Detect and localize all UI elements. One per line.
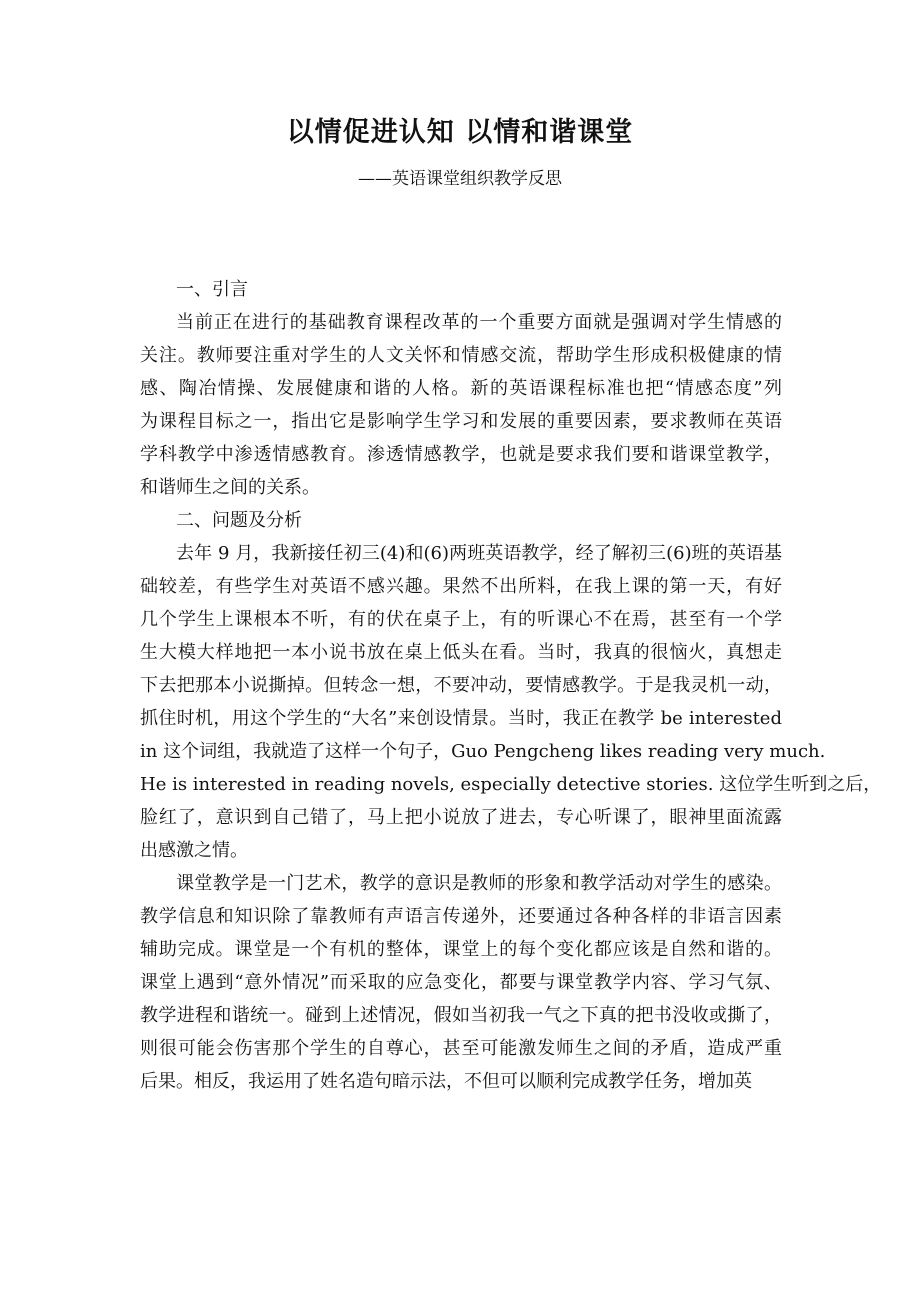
paragraph-line: 生大模大样地把一本小说书放在桌上低头在看。当时，我真的很恼火，真想走 <box>140 642 782 663</box>
paragraph-line: 去年 9 月，我新接任初三(4)和(6)两班英语教学，经了解初三(6)班的英语基 <box>176 543 782 564</box>
paragraph <box>140 867 782 1098</box>
paragraph-line: 课堂上遇到“意外情况”而采取的应急变化，都要与课堂教学内容、学习气氛、 <box>140 972 782 993</box>
paragraph-line: He is interested in reading novels, especially detective stories. 这位学生听到之后， <box>140 774 882 795</box>
paragraph-line: 抓住时机，用这个学生的“大名”来创设情景。当时，我正在教学 be interested <box>140 708 782 729</box>
paragraph-line: 后果。相反，我运用了姓名造句暗示法，不但可以顺利完成教学任务，增加英 <box>140 1071 752 1092</box>
paragraph-line: 几个学生上课根本不听，有的伏在桌子上，有的听课心不在焉，甚至有一个学 <box>140 609 782 630</box>
paragraph-line: 和谐师生之间的关系。 <box>140 477 320 498</box>
section-heading: 二、问题及分析 <box>176 510 302 531</box>
paragraph-line: 辅助完成。课堂是一个有机的整体，课堂上的每个变化都应该是自然和谐的。 <box>140 939 782 960</box>
paragraph-line: 关注。教师要注重对学生的人文关怀和情感交流，帮助学生形成积极健康的情 <box>140 345 782 366</box>
paragraph-line: 则很可能会伤害那个学生的自尊心，甚至可能激发师生之间的矛盾，造成严重 <box>140 1038 782 1059</box>
paragraph <box>140 537 882 867</box>
paragraph-line: 出感激之情。 <box>140 840 248 861</box>
paragraph-line: 感、陶冶情操、发展健康和谐的人格。新的英语课程标准也把“情感态度”列 <box>140 378 782 399</box>
paragraph <box>140 306 782 504</box>
document-body <box>140 273 882 1098</box>
paragraph-line: 课堂教学是一门艺术，教学的意识是教师的形象和教学活动对学生的感染。 <box>176 873 782 894</box>
paragraph-line: 学科教学中渗透情感教育。渗透情感教学，也就是要求我们要和谐课堂教学， <box>140 444 782 465</box>
paragraph-line: 础较差，有些学生对英语不感兴趣。果然不出所料，在我上课的第一天，有好 <box>140 576 782 597</box>
paragraph-line: 为课程目标之一，指出它是影响学生学习和发展的重要因素，要求教师在英语 <box>140 411 782 432</box>
paragraph-line: in 这个词组，我就造了这样一个句子，Guo Pengcheng likes reading very much. <box>140 741 826 762</box>
paragraph-line: 脸红了，意识到自己错了，马上把小说放了进去，专心听课了，眼神里面流露 <box>140 807 782 828</box>
document-title: 以情促进认知 以情和谐课堂 <box>286 117 634 148</box>
document-subtitle: ——英语课堂组织教学反思 <box>358 169 562 189</box>
paragraph-line: 教学进程和谐统一。碰到上述情况，假如当初我一气之下真的把书没收或撕了， <box>140 1005 782 1026</box>
paragraph-line: 当前正在进行的基础教育课程改革的一个重要方面就是强调对学生情感的 <box>176 312 782 333</box>
paragraph-line: 下去把那本小说撕掉。但转念一想，不要冲动，要情感教学。于是我灵机一动， <box>140 675 782 696</box>
section-heading: 一、引言 <box>176 279 248 300</box>
paragraph-line: 教学信息和知识除了靠教师有声语言传递外，还要通过各种各样的非语言因素 <box>140 906 782 927</box>
